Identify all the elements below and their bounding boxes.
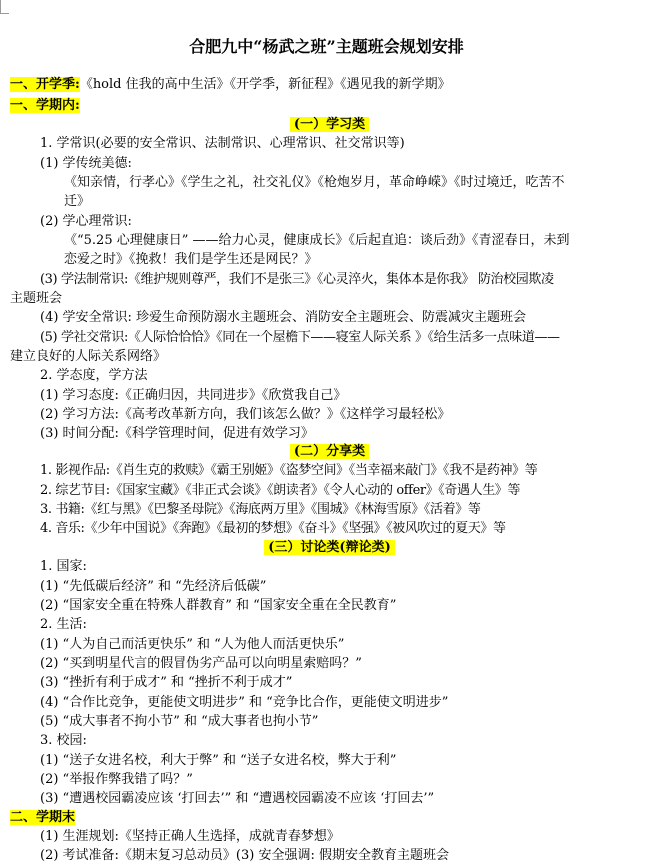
list-item: 1. 影视作品:《肖生克的救赎》《霸王别姬》《盗梦空间》《当幸福来敲门》《我不是药神》等	[40, 463, 538, 478]
list-item: 3. 校园:	[40, 733, 87, 748]
list-item: (3) 学法制常识:《维护规则尊严，我们不是张三》《心灵淬火，集体本是你我》 防治校园欺凌	[40, 272, 554, 287]
list-item: (2) 考试准备:《期末复习总动员》(3) 安全强调: 假期安全教育主题班会	[40, 848, 449, 863]
list-item: 恋爱之时》《挽救！我们是学生还是网民？》	[64, 252, 318, 267]
crop-mark	[0, 0, 4, 14]
list-item: (1) 学习态度:《正确归因，共同进步》《欣赏我自己》	[40, 388, 347, 403]
list-item: (1) 生涯规划:《坚持正确人生选择，成就青春梦想》	[40, 829, 340, 844]
category-heading-study: (一）学习类	[10, 114, 649, 136]
list-item: (2) 学习方法:《高考改革新方向，我们该怎么做？》《这样学习最轻松》	[40, 407, 451, 422]
list-item: 1. 学常识(必要的安全常识、法制常识、心理常识、社交常识等)	[40, 136, 405, 151]
list-item: (4) “合作比竞争，更能使文明进步” 和 “竞争比合作，更能使文明进步”	[40, 695, 449, 710]
list-item: 主题班会	[10, 291, 63, 306]
list-item: 迁》	[64, 194, 91, 209]
list-item: (1) “先低碳后经济” 和 “先经济后低碳”	[40, 579, 267, 594]
list-item: 1. 国家:	[40, 559, 87, 574]
section-open-text: 《hold 住我的高中生活》《开学季，新征程》《遇见我的新学期》	[79, 77, 451, 92]
section-open-label: 一、开学季:	[10, 77, 80, 92]
list-item: 2. 学态度，学方法	[40, 368, 148, 383]
list-item: (5) “成大事者不拘小节” 和 “成大事者也拘小节”	[40, 714, 319, 729]
list-item: (2) 学心理常识:	[40, 214, 132, 229]
list-item: (5) 学社交常识:《人际恰恰恰》《同在一个屋檐下——寝室人际关系 》《给生活多一点味道——	[40, 330, 560, 345]
section-mid-label: 一、学期内:	[10, 98, 80, 113]
list-item: (2) “买到明星代言的假冒伪劣产品可以向明星索赔吗？”	[40, 656, 362, 671]
list-item: (1) 学传统美德:	[40, 156, 132, 171]
list-item: 建立良好的人际关系网络》	[10, 349, 167, 364]
list-item: (1) “送子女进名校，利大于弊” 和 “送子女进名校，弊大于利”	[40, 753, 397, 768]
section-end-label: 二、学期末	[10, 810, 76, 825]
list-item: 4. 音乐:《少年中国说》《奔跑》《最初的梦想》《奋斗》《坚强》《被风吹过的夏天》等	[40, 521, 506, 536]
document-title: 合肥九中“杨武之班”主题班会规划安排	[189, 37, 464, 56]
list-item: 《“5.25 心理健康日” ——给力心灵，健康成长》《后起直追：谈后劲》《青涩春日，未到	[64, 233, 570, 248]
list-item: 2. 综艺节目:《国家宝藏》《非正式会谈》《朗读者》《令人心动的 offer》《奇遇人生》等	[40, 483, 521, 498]
list-item: (3) 时间分配:《科学管理时间，促进有效学习》	[40, 426, 314, 441]
list-item: (2) “举报作弊我错了吗？”	[40, 772, 193, 787]
list-item: 《知亲情，行孝心》《学生之礼，社交礼仪》《枪炮岁月，革命峥嵘》《时过境迁，吃苦不	[64, 175, 565, 190]
list-item: (1) “人为自己而活更快乐” 和 “人为他人而活更快乐”	[40, 637, 345, 652]
list-item: (3) “挫折有利于成才” 和 “挫折不利于成才”	[40, 675, 293, 690]
list-item: 2. 生活:	[40, 617, 87, 632]
list-item: (2) “国家安全重在特殊人群教育” 和 “国家安全重在全民教育”	[40, 598, 397, 613]
list-item: 3. 书籍:《红与黑》《巴黎圣母院》《海底两万里》《围城》《林海雪原》《活着》等	[40, 502, 481, 517]
list-item: (4) 学安全常识: 珍爱生命预防溺水主题班会、消防安全主题班会、防震减灾主题班会	[40, 310, 527, 325]
category-heading-share: (二）分享类	[10, 441, 649, 463]
category-heading-debate: (三）讨论类(辩论类)	[10, 537, 649, 559]
section-open	[10, 74, 649, 96]
list-item: (3) “遭遇校园霸凌应该 ‘打回去’” 和 “遭遇校园霸凌不应该 ‘打回去’”	[40, 791, 435, 806]
crop-mark-line	[0, 13, 9, 14]
